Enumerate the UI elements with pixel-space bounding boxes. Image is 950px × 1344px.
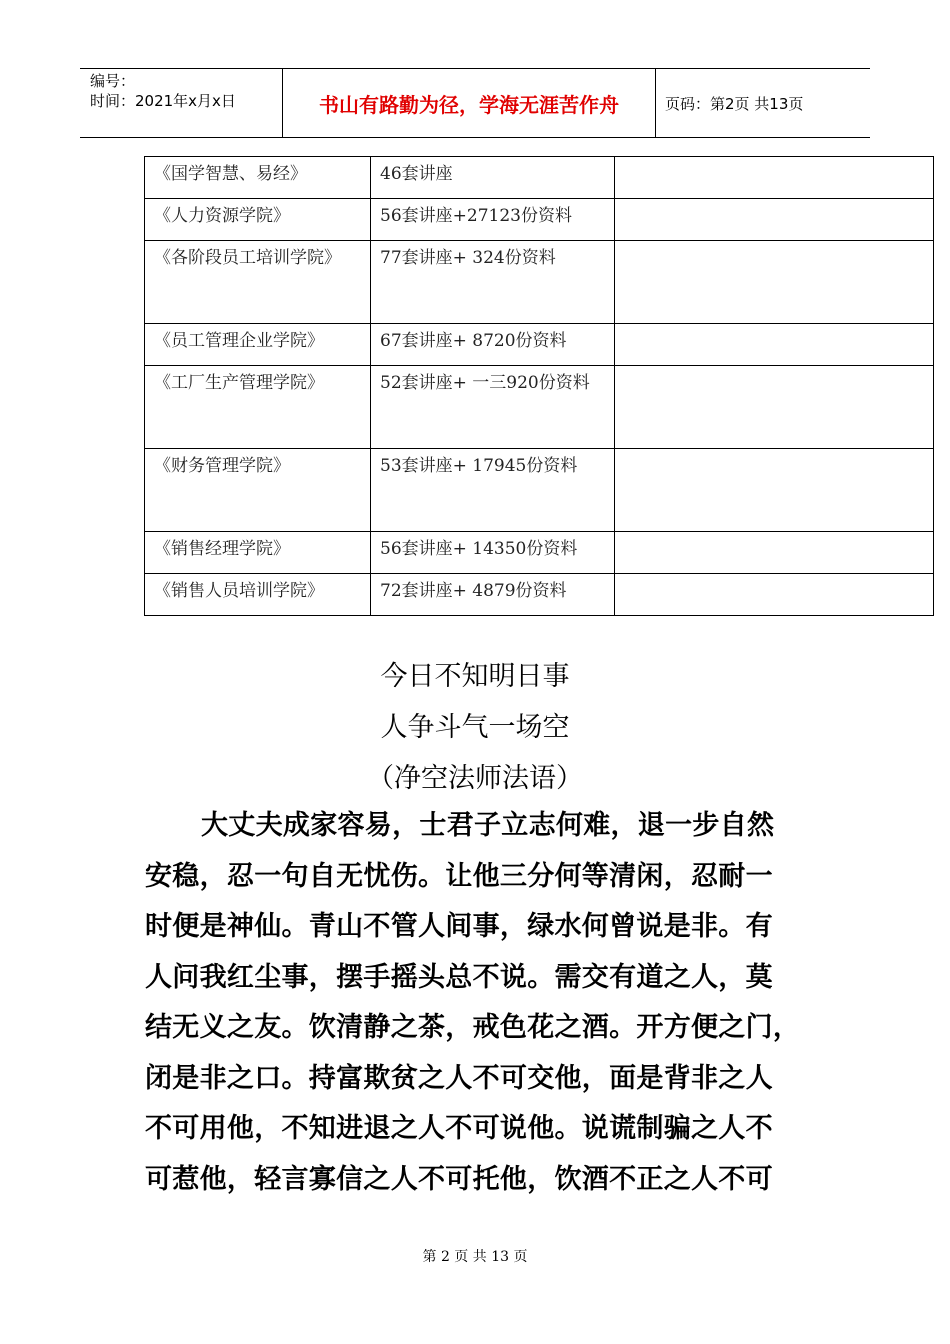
article-line: 大丈夫成家容易，士君子立志何难，退一步自然 [201, 810, 775, 841]
table-cell-content: 46套讲座 [371, 157, 615, 199]
table-cell-content: 77套讲座+ 324份资料 [371, 241, 615, 324]
table-row [145, 366, 934, 449]
table-cell-name: 《销售人员培训学院》 [145, 574, 371, 616]
table-cell-name: 《工厂生产管理学院》 [145, 366, 371, 449]
table-cell-content: 72套讲座+ 4879份资料 [371, 574, 615, 616]
document-date-label: 时间：2021年x月x日 [90, 92, 236, 110]
article-line: 可惹他，轻言寡信之人不可托他，饮酒不正之人不可 [145, 1163, 773, 1195]
table-row [145, 449, 934, 532]
table-cell-name: 《人力资源学院》 [145, 199, 371, 241]
article-subtitle: 人争斗气一场空 [380, 712, 570, 743]
header-meta [90, 71, 236, 111]
header-page-number: 页码：第2页 共13页 [665, 94, 804, 113]
table-row [145, 199, 934, 241]
table-cell-extra [615, 157, 934, 199]
article-attribution: （净空法师法语） [367, 763, 583, 794]
table-cell-content: 53套讲座+ 17945份资料 [371, 449, 615, 532]
article-line: 不可用他，不知进退之人不可说他。说谎制骗之人不 [145, 1113, 773, 1144]
page-header [80, 68, 870, 138]
table-cell-extra [615, 366, 934, 449]
table-cell-name: 《员工管理企业学院》 [145, 324, 371, 366]
table-row [145, 532, 934, 574]
page-footer: 第 2 页 共 13 页 [422, 1249, 528, 1265]
table-cell-name: 《销售经理学院》 [145, 532, 371, 574]
document-number-label: 编号： [90, 72, 136, 90]
article-title: 今日不知明日事 [380, 661, 570, 692]
table-cell-extra [615, 574, 934, 616]
table-cell-extra [615, 532, 934, 574]
article-body [145, 801, 825, 1205]
table-cell-content: 52套讲座+ 一三920份资料 [371, 366, 615, 449]
header-divider [655, 69, 656, 137]
table-row [145, 574, 934, 616]
table-cell-name: 《国学智慧、易经》 [145, 157, 371, 199]
table-cell-content: 56套讲座+27123份资料 [371, 199, 615, 241]
table-cell-name: 《各阶段员工培训学院》 [145, 241, 371, 324]
course-table [144, 156, 934, 616]
article-line: 闭是非之口。持富欺贫之人不可交他，面是背非之人 [145, 1062, 773, 1094]
table-cell-extra [615, 449, 934, 532]
article-line: 时便是神仙。青山不管人间事，绿水何曾说是非。有 [145, 911, 773, 942]
header-motto: 书山有路勤为径，学海无涯苦作舟 [319, 92, 619, 117]
table-row [145, 324, 934, 366]
article-line: 安稳，忍一句自无忧伤。让他三分何等清闲，忍耐一 [145, 860, 773, 892]
table-cell-extra [615, 241, 934, 324]
table-row [145, 241, 934, 324]
table-cell-content: 67套讲座+ 8720份资料 [371, 324, 615, 366]
table-row [145, 157, 934, 199]
table-cell-extra [615, 199, 934, 241]
article-line: 人问我红尘事，摆手摇头总不说。需交有道之人，莫 [145, 961, 773, 993]
table-cell-extra [615, 324, 934, 366]
article-line: 结无义之友。饮清静之茶，戒色花之酒。开方便之门， [145, 1012, 801, 1043]
table-cell-content: 56套讲座+ 14350份资料 [371, 532, 615, 574]
table-cell-name: 《财务管理学院》 [145, 449, 371, 532]
